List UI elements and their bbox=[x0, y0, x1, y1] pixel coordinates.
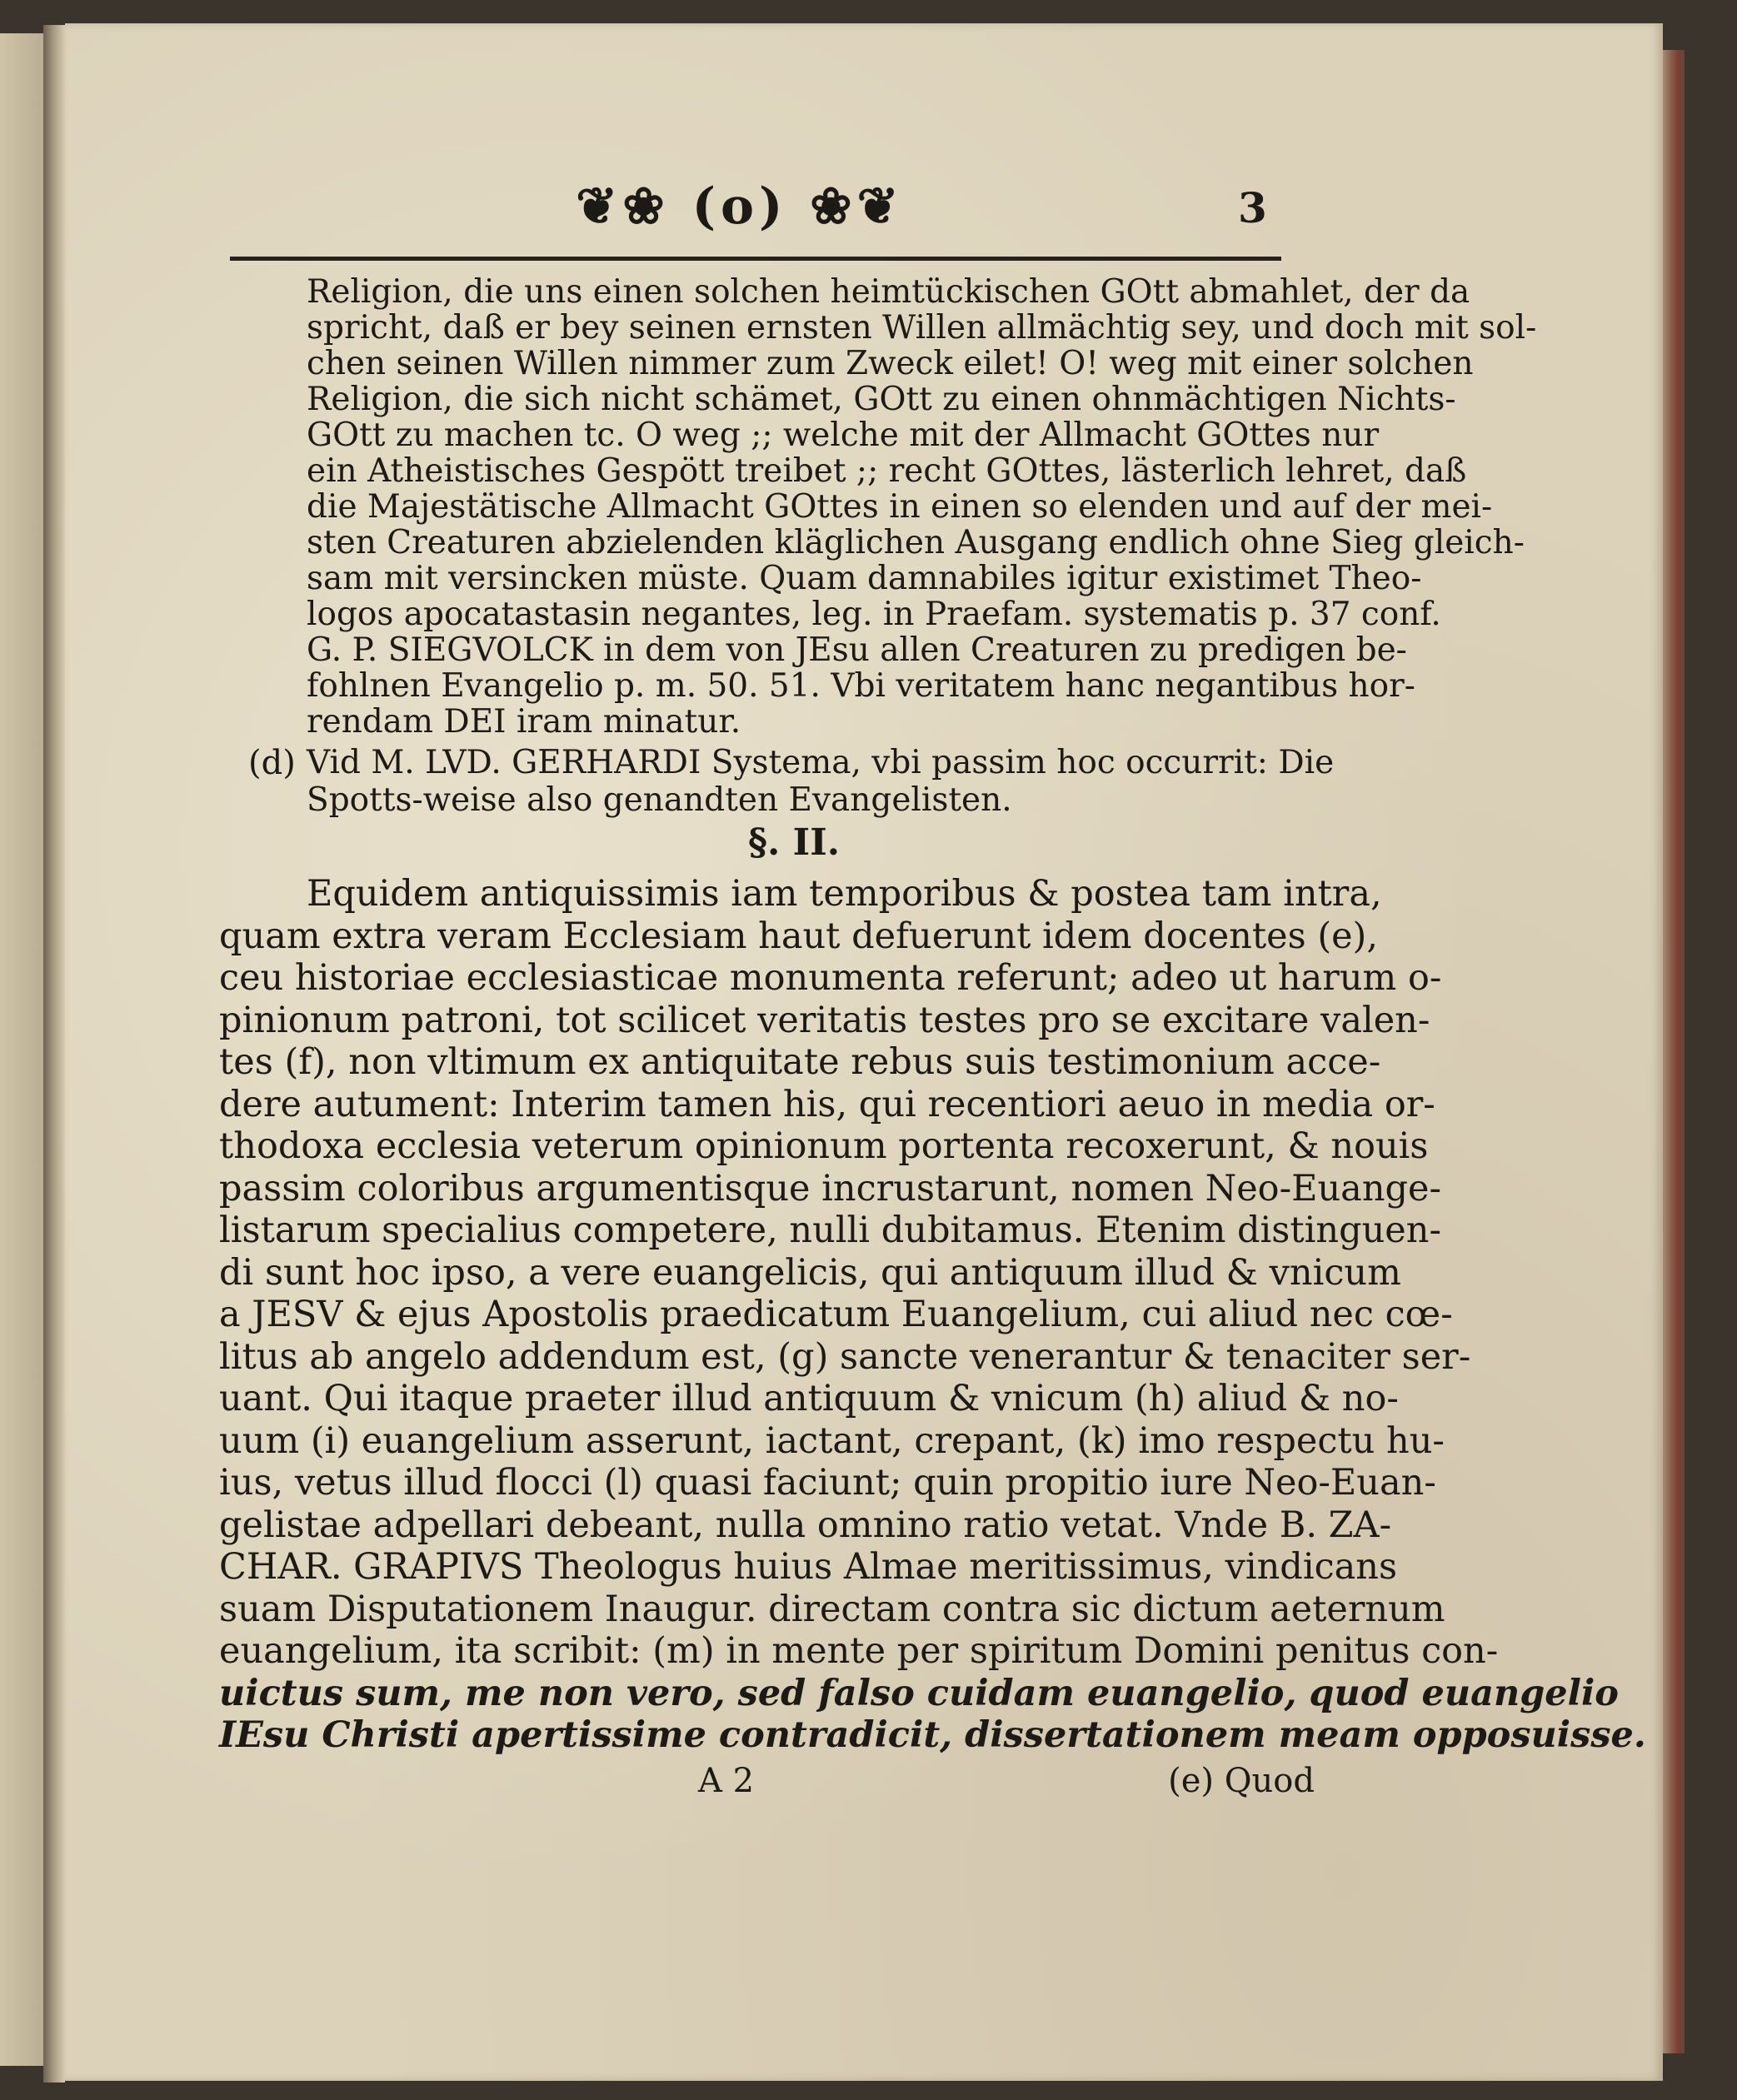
page-number: 3 bbox=[1238, 183, 1267, 232]
ornament-left-icon: ❦❀ bbox=[576, 177, 670, 236]
notes-line: spricht, daß er bey seinen ernsten Willen allmächtig sey, und doch mit sol- bbox=[307, 309, 1537, 347]
body-line: uant. Qui itaque praeter illud antiquum & vnicum (h) aliud & no- bbox=[219, 1378, 1399, 1419]
notes-line: rendam DEI iram minatur. bbox=[307, 703, 741, 741]
body-line: quam extra veram Ecclesiam haut defuerunt idem docentes (e), bbox=[219, 915, 1378, 957]
running-head-title: (o) bbox=[691, 177, 788, 236]
notes-line: fohlnen Evangelio p. m. 50. 51. Vbi veritatem hanc negantibus hor- bbox=[307, 667, 1415, 705]
body-line: suam Disputationem Inaugur. directam contra sic dictum aeternum bbox=[219, 1588, 1445, 1630]
notes-line: G. P. SIEGVOLCK in dem von JEsu allen Creaturen zu predigen be- bbox=[307, 631, 1407, 669]
body-line: euangelium, ita scribit: (m) in mente per spiritum Domini penitus con- bbox=[219, 1630, 1499, 1672]
catchword: (e) Quod bbox=[1168, 1762, 1315, 1800]
body-line: ius, vetus illud flocci (l) quasi faciunt; quin propitio iure Neo-Euan- bbox=[219, 1462, 1436, 1504]
body-line: CHAR. GRAPIVS Theologus huius Almae meritissimus, vindicans bbox=[219, 1546, 1398, 1588]
body-line: a JESV & ejus Apostolis praedicatum Euangelium, cui aliud nec cœ- bbox=[219, 1294, 1453, 1335]
notes-line: chen seinen Willen nimmer zum Zweck eilet! O! weg mit einer solchen bbox=[307, 345, 1474, 382]
left-page-edge bbox=[0, 33, 43, 2066]
running-head bbox=[532, 177, 948, 236]
section-heading: §. II. bbox=[748, 821, 841, 864]
body-line: passim coloribus argumentisque incrustarunt, nomen Neo-Euange- bbox=[219, 1167, 1442, 1210]
body-line: thodoxa ecclesia veterum opinionum portenta recoxerunt, & nouis bbox=[219, 1125, 1429, 1167]
body-line: tes (f), non vltimum ex antiquitate rebus suis testimonium acce- bbox=[219, 1041, 1381, 1083]
signature-mark: A 2 bbox=[698, 1762, 755, 1800]
page-content bbox=[65, 23, 1663, 2081]
body-line: pinionum patroni, tot scilicet veritatis testes pro se excitare valen- bbox=[219, 999, 1430, 1041]
notes-line: sten Creaturen abzielenden kläglichen Ausgang endlich ohne Sieg gleich- bbox=[307, 524, 1525, 561]
body-line: uictus sum, me non vero, sed falso cuidam euangelio, quod euangelio bbox=[219, 1672, 1619, 1714]
body-line: listarum specialius competere, nulli dubitamus. Etenim distinguen- bbox=[219, 1210, 1441, 1251]
notes-line: logos apocatastasin negantes, leg. in Praefam. systematis p. 37 conf. bbox=[307, 596, 1441, 633]
body-line: litus ab angelo addendum est, (g) sancte venerantur & tenaciter ser- bbox=[219, 1335, 1471, 1378]
notes-line: ein Atheistisches Gespött treibet ;; recht GOttes, lästerlich lehret, daß bbox=[307, 452, 1467, 490]
body-line: IEsu Christi apertissime contradicit, dissertationem meam opposuisse. bbox=[219, 1714, 1646, 1756]
body-line: ceu historiae ecclesiasticae monumenta referunt; adeo ut harum o- bbox=[219, 957, 1442, 999]
fnd-line: Vid M. LVD. GERHARDI Systema, vbi passim hoc occurrit: Die bbox=[307, 744, 1335, 781]
notes-line: GOtt zu machen tc. O weg ;; welche mit der Allmacht GOttes nur bbox=[307, 417, 1380, 454]
book-page bbox=[65, 23, 1663, 2081]
notes-line: Religion, die sich nicht schämet, GOtt zu einen ohnmächtigen Nichts- bbox=[307, 381, 1456, 418]
notes-line: sam mit versincken müste. Quam damnabiles igitur existimet Theo- bbox=[307, 560, 1422, 597]
fnd-line: Spotts-weise also genandten Evangelisten. bbox=[307, 781, 1012, 819]
footnote-d-marker: (d) bbox=[248, 744, 296, 782]
body-line: dere autument: Interim tamen his, qui recentiori aeuo in media or- bbox=[219, 1083, 1435, 1125]
body-line: uum (i) euangelium asserunt, iactant, crepant, (k) imo respectu hu- bbox=[219, 1419, 1445, 1462]
book-gutter bbox=[43, 25, 65, 2083]
body-line: Equidem antiquissimis iam temporibus & postea tam intra, bbox=[307, 873, 1382, 915]
body-line: gelistae adpellari debeant, nulla omnino ratio vetat. Vnde B. ZA- bbox=[219, 1504, 1392, 1546]
page-fore-edge bbox=[1663, 50, 1685, 2053]
body-line: di sunt hoc ipso, a vere euangelicis, qui antiquum illud & vnicum bbox=[219, 1251, 1401, 1294]
ornament-right-icon: ❀❦ bbox=[810, 177, 904, 236]
notes-line: Religion, die uns einen solchen heimtückischen GOtt abmahlet, der da bbox=[307, 273, 1470, 311]
notes-line: die Majestätische Allmacht GOttes in einen so elenden und auf der mei- bbox=[307, 488, 1493, 526]
header-rule bbox=[230, 257, 1281, 261]
